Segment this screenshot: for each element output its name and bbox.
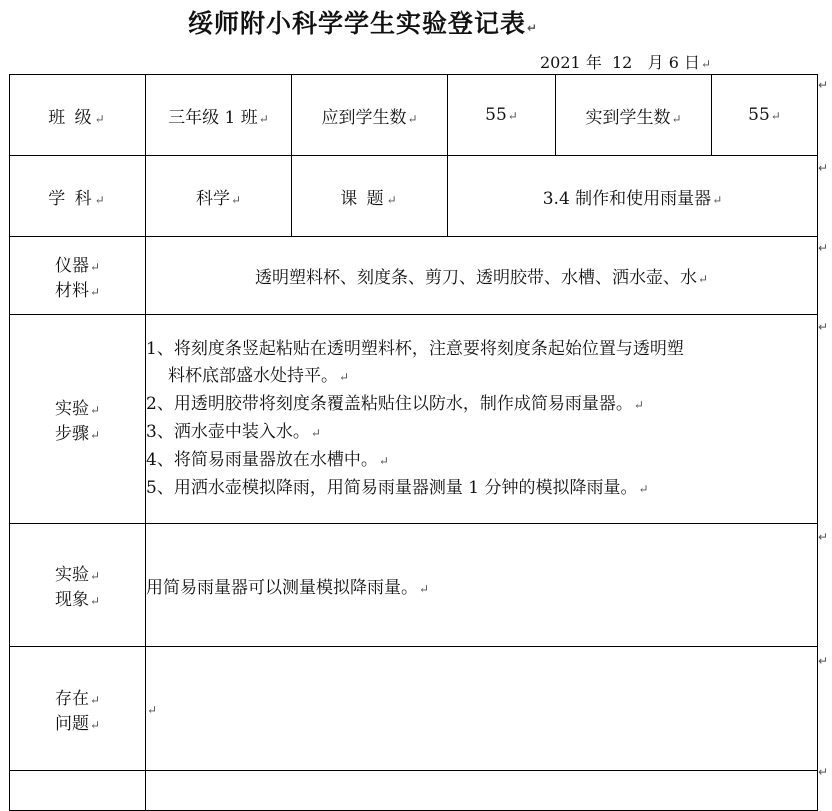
table-row <box>10 315 818 524</box>
materials-label-cell: 仪器↵ 材料↵ <box>10 237 146 315</box>
steps-value-cell <box>146 315 818 524</box>
row-end-mark: ↵ <box>818 241 829 255</box>
empty-cell <box>10 771 146 811</box>
problems-value-cell: ↵ <box>146 647 818 771</box>
date-day: 6 <box>668 53 679 72</box>
row-end-mark: ↵ <box>818 78 829 92</box>
table-row <box>10 647 818 771</box>
table-row <box>10 237 818 315</box>
row-end-mark: ↵ <box>818 530 829 544</box>
date-year: 2021 <box>540 53 581 72</box>
row-end-mark: ↵ <box>818 765 829 779</box>
subject-value-cell: 科学↵ <box>146 156 292 237</box>
row-end-mark: ↵ <box>818 654 829 668</box>
registration-table <box>9 74 818 811</box>
list-item: 2、用透明胶带将刻度条覆盖粘贴住以防水，制作成简易雨量器。↵ <box>146 393 644 414</box>
actual-label-cell: 实到学生数↵ <box>556 75 712 156</box>
date-year-unit: 年 <box>585 53 602 72</box>
steps-label-cell: 实验↵ 步骤↵ <box>10 315 146 524</box>
table-row <box>10 524 818 647</box>
table-row <box>10 156 818 237</box>
materials-value-cell: 透明塑料杯、刻度条、剪刀、透明胶带、水槽、洒水壶、水↵ <box>146 237 818 315</box>
actual-value-cell: 55↵ <box>712 75 818 156</box>
table-row <box>10 771 818 811</box>
expected-label-cell: 应到学生数↵ <box>292 75 448 156</box>
table-row <box>10 75 818 156</box>
phenomenon-label-cell: 实验↵ 现象↵ <box>10 524 146 647</box>
class-label-cell: 班 级↵ <box>10 75 146 156</box>
empty-cell <box>146 771 818 811</box>
subject-label-cell: 学 科↵ <box>10 156 146 237</box>
date-month-unit: 月 <box>647 53 664 72</box>
class-value-cell: 三年级 1 班↵ <box>146 75 292 156</box>
date-day-unit: 日 <box>684 53 701 72</box>
document-title: 绥师附小科学学生实验登记表↵ <box>188 9 539 38</box>
topic-label-cell: 课 题↵ <box>292 156 448 237</box>
list-item: 1、将刻度条竖起粘贴在透明塑料杯，注意要将刻度条起始位置与透明塑 料杯底部盛水处持平。↵ <box>146 338 684 386</box>
date-line: 2021 年 12 月 6 日↵ <box>540 53 712 72</box>
date-month: 12 <box>612 53 633 72</box>
expected-value-cell: 55↵ <box>448 75 556 156</box>
list-item: 3、洒水壶中装入水。↵ <box>146 421 321 442</box>
row-end-mark: ↵ <box>818 320 829 334</box>
list-item: 4、将简易雨量器放在水槽中。↵ <box>146 449 389 470</box>
phenomenon-value-cell: 用简易雨量器可以测量模拟降雨量。↵ <box>146 524 818 647</box>
problems-label-cell: 存在↵ 问题↵ <box>10 647 146 771</box>
row-end-mark: ↵ <box>818 161 829 175</box>
list-item: 5、用洒水壶模拟降雨，用简易雨量器测量 1 分钟的模拟降雨量。↵ <box>146 477 649 498</box>
topic-value-cell: 3.4 制作和使用雨量器↵ <box>448 156 818 237</box>
